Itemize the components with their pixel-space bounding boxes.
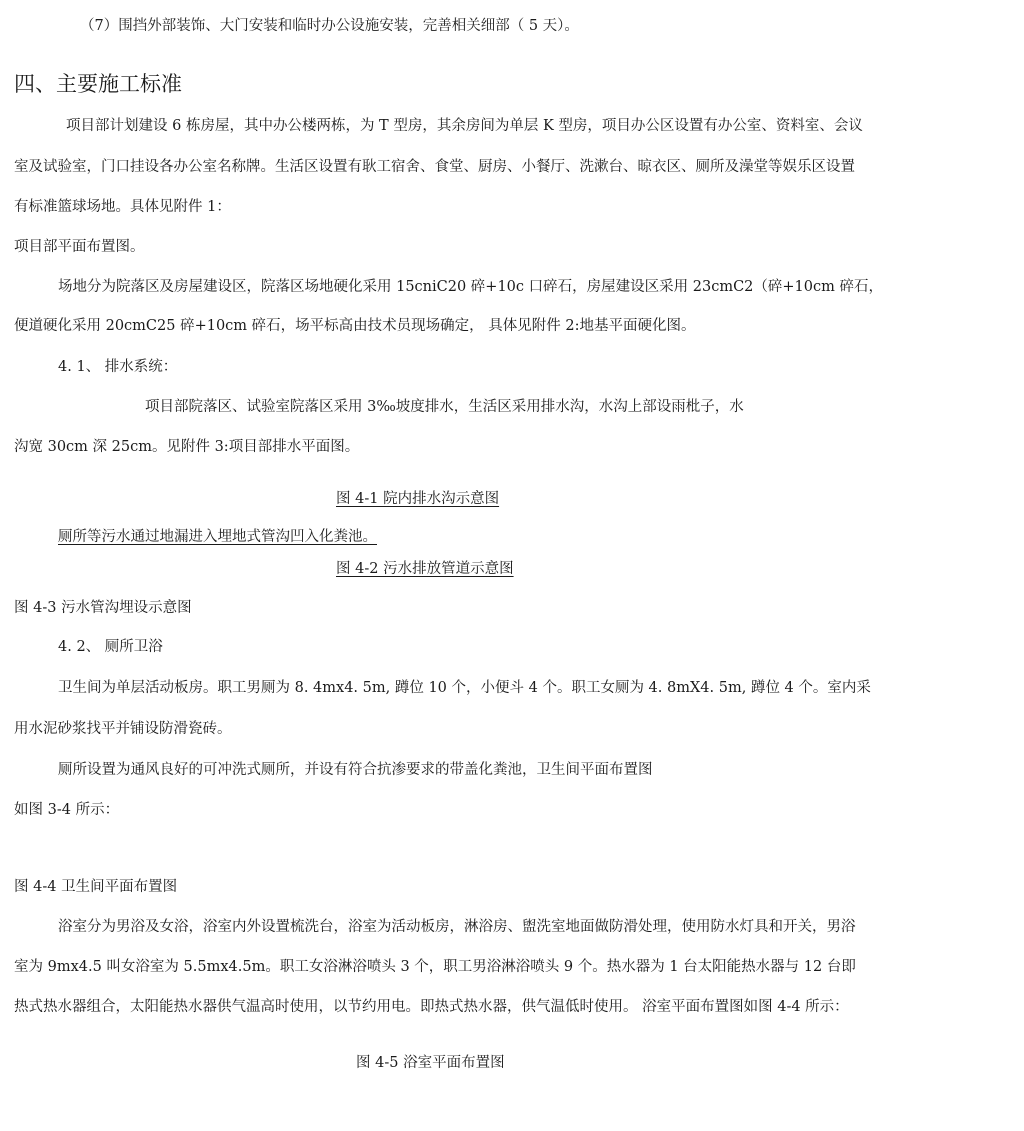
para-2-line-1: 场地分为院落区及房屋建设区，院落区场地硬化采用 15cniC20 碎+10c 口碎石，房屋建设区采用 23cmC2（碎+10cm 碎石，	[58, 279, 883, 295]
subsection-4-1-heading: 4. 1、 排水系统：	[58, 359, 178, 375]
para-1-line-1: 项目部计划建设 6 栋房屋，其中办公楼两栋，为 T 型房，其余房间为单层 K 型房，项目办公区设置有办公室、资料室、会议	[66, 118, 863, 134]
para-7-line-3: 热式热水器组合，太阳能热水器供气温高时使用，以节约用电。即热式热水器，供气温低时使用。 浴室平面布置图如图 4-4 所示：	[14, 999, 849, 1015]
para-2-line-2: 便道硬化采用 20cmC25 碎+10cm 碎石，场平标高由技术员现场确定， 具体见附件 2:地基平面硬化图。	[14, 318, 696, 334]
para-5-line-1: 卫生间为单层活动板房。职工男厕为 8. 4mx4. 5m, 蹲位 10 个，小便斗 4 个。职工女厕为 4. 8mX4. 5m, 蹲位 4 个。室内采	[58, 680, 871, 696]
para-7-line-1: 浴室分为男浴及女浴，浴室内外设置梳洗台，浴室为活动板房，淋浴房、盥洗室地面做防滑处理，使用防水灯具和开关，男浴	[58, 919, 856, 935]
para-1-line-2: 室及试验室，门口挂设各办公室名称牌。生活区设置有耿工宿舍、食堂、厨房、小餐厅、洗漱台、晾衣区、厕所及澡堂等娱乐区设置	[14, 159, 855, 175]
para-6-line-2: 如图 3-4 所示：	[14, 802, 120, 818]
subsection-4-2-heading: 4. 2、 厕所卫浴	[58, 639, 163, 655]
para-4-sewage: 厕所等污水通过地漏进入埋地式管沟凹入化粪池。	[58, 529, 377, 545]
item-7-text: （7）围挡外部装饰、大门安装和临时办公设施安装，完善相关细部（ 5 天）。	[80, 18, 579, 34]
para-6-line-1: 厕所设置为通风良好的可冲洗式厕所，并设有符合抗渗要求的带盖化粪池，卫生间平面布置图	[58, 762, 653, 778]
para-7-line-2: 室为 9mx4.5 叫女浴室为 5.5mx4.5m。职工女浴淋浴喷头 3 个，职工男浴淋浴喷头 9 个。热水器为 1 台太阳能热水器与 12 台即	[14, 959, 856, 975]
para-1-line-3: 有标准篮球场地。具体见附件 1：	[14, 199, 231, 215]
para-3-line-1: 项目部院落区、试验室院落区采用 3‰坡度排水，生活区采用排水沟，水沟上部设雨枇子，水	[145, 399, 744, 415]
figure-4-4-caption: 图 4-4 卫生间平面布置图	[14, 879, 178, 895]
figure-4-3-caption: 图 4-3 污水管沟埋设示意图	[14, 600, 192, 616]
figure-4-2-caption: 图 4-2 污水排放管道示意图	[336, 561, 514, 577]
para-3-line-2: 沟宽 30cm 深 25cm。见附件 3:项目部排水平面图。	[14, 439, 360, 455]
figure-4-1-caption: 图 4-1 院内排水沟示意图	[336, 491, 500, 507]
layout-figure-caption: 项目部平面布置图。	[14, 239, 145, 255]
figure-4-5-caption: 图 4-5 浴室平面布置图	[356, 1055, 505, 1071]
section-4-heading: 四、主要施工标准	[14, 72, 182, 96]
para-5-line-2: 用水泥砂浆找平并铺设防滑瓷砖。	[14, 721, 232, 737]
